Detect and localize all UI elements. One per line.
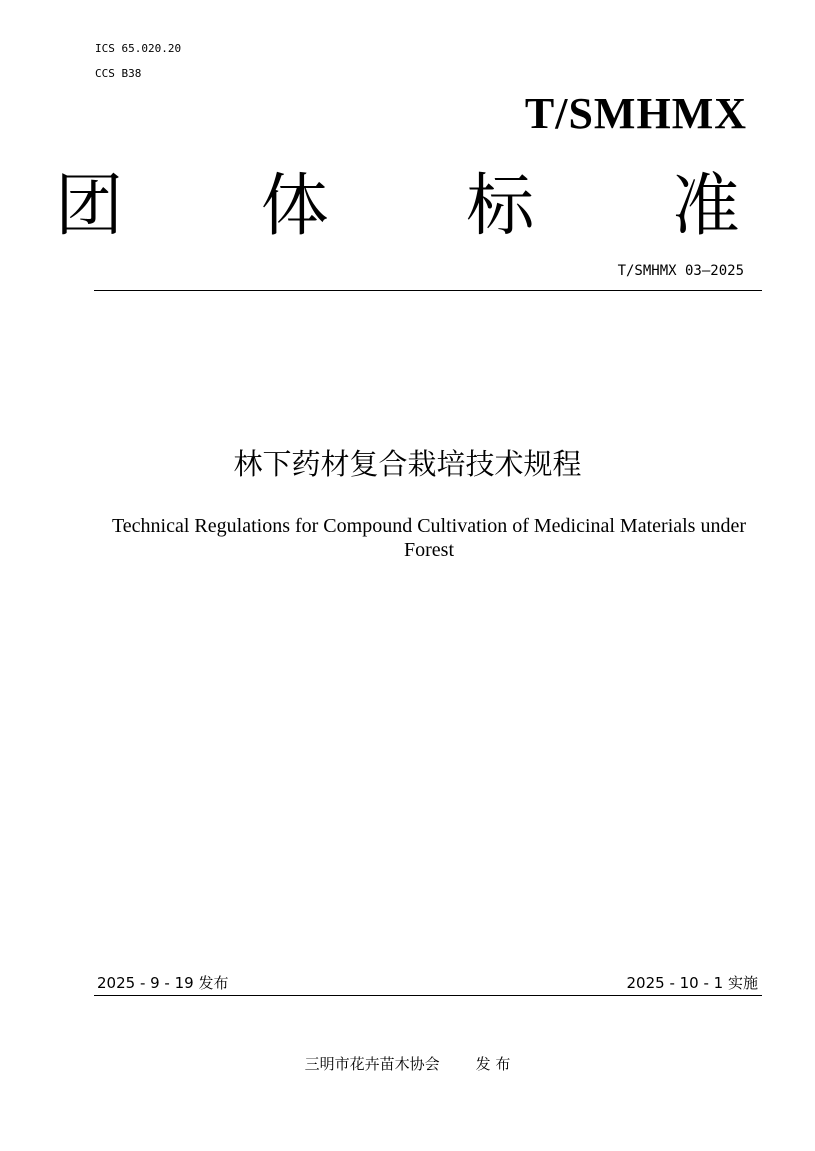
issuer-line xyxy=(0,1053,815,1075)
issuer-name: 三明市花卉苗木协会 xyxy=(304,1055,440,1073)
standard-type-heading: 团 体 标 准 xyxy=(55,167,798,246)
ics-code: ICS 65.020.20 xyxy=(95,42,182,55)
ccs-code: CCS B38 xyxy=(95,67,142,80)
organization-code: T/SMHMX xyxy=(524,89,747,138)
issuer-action: 发 布 xyxy=(475,1055,511,1073)
publish-date: 2025 - 9 - 19 发布 xyxy=(97,974,229,992)
document-title-chinese: 林下药材复合栽培技术规程 xyxy=(233,447,582,481)
footer-divider xyxy=(94,995,762,996)
standard-number: T/SMHMX 03—2025 xyxy=(617,263,744,279)
document-title-english: Technical Regulations for Compound Cultivation of Medicinal Materials under Forest xyxy=(111,515,746,561)
implement-date: 2025 - 10 - 1 实施 xyxy=(626,974,758,992)
header-divider xyxy=(94,290,762,291)
